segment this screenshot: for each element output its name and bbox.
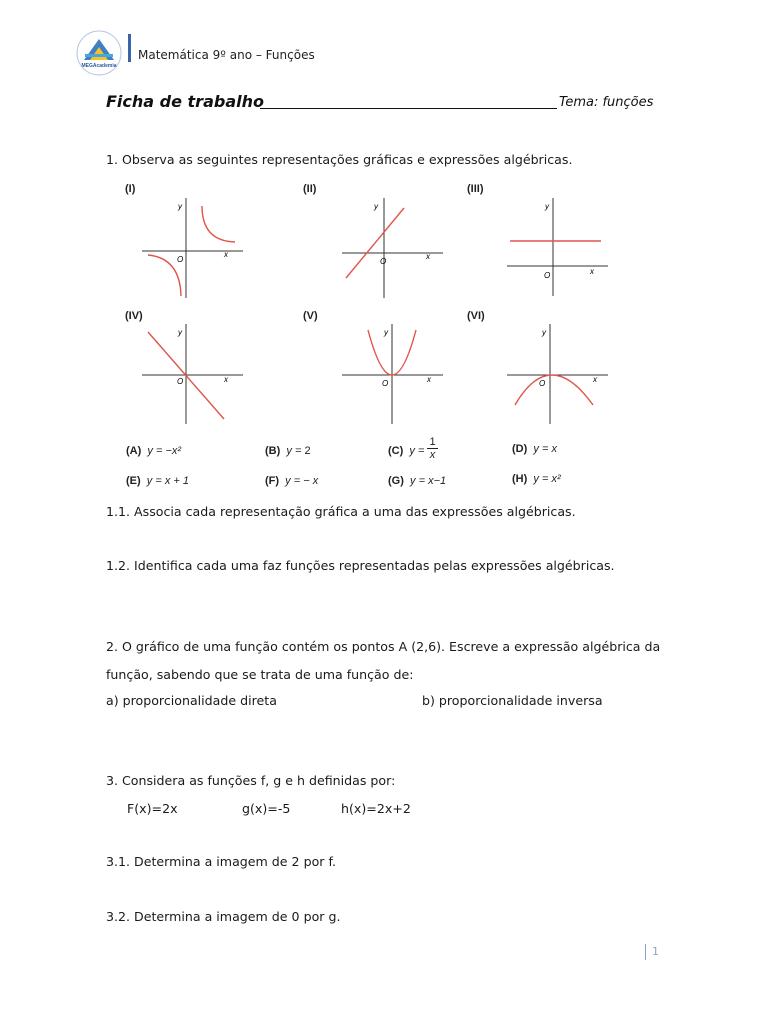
graph-1: [140, 196, 245, 300]
expr-f: (F) y = − x: [265, 475, 319, 487]
graph-3: [505, 196, 610, 300]
graph-label-4: (IV): [125, 310, 143, 322]
graph-label-5: (V): [303, 310, 318, 322]
q3-prompt: 3. Considera as funções f, g e h definidas por:: [106, 773, 396, 788]
graph-label-1: (I): [125, 183, 136, 195]
page-number-divider: [645, 944, 646, 960]
svg-text:O: O: [380, 257, 387, 266]
parabola-down: [515, 375, 593, 405]
q2-option-a: a) proporcionalidade direta: [106, 693, 277, 708]
graph-label-6: (VI): [467, 310, 485, 322]
header-subject: Matemática 9º ano – Funções: [138, 48, 315, 62]
q3-h: h(x)=2x+2: [341, 801, 411, 816]
graph-2: [340, 196, 445, 300]
graph-6: [505, 322, 610, 426]
q1-1: 1.1. Associa cada representação gráfica a uma das expressões algébricas.: [106, 504, 576, 519]
svg-text:y: y: [545, 202, 549, 211]
header-divider: [128, 34, 131, 62]
q2-line1: 2. O gráfico de uma função contém os pontos A (2,6). Escreve a expressão algébrica da: [106, 639, 661, 654]
svg-text:y: y: [374, 202, 378, 211]
svg-text:x: x: [593, 375, 597, 384]
page-number: 1: [652, 945, 659, 958]
q2-line2: função, sabendo que se trata de uma função de:: [106, 667, 414, 682]
svg-text:x: x: [426, 252, 430, 261]
svg-text:x: x: [590, 267, 594, 276]
worksheet-theme: Tema: funções: [559, 95, 654, 110]
expr-g: (G) y = x−1: [388, 475, 447, 487]
graph-4: [140, 322, 245, 426]
svg-text:x: x: [427, 375, 431, 384]
svg-text:O: O: [544, 271, 551, 280]
expr-h: (H) y = x²: [512, 473, 561, 485]
expr-d: (D) y = x: [512, 443, 557, 455]
svg-text:O: O: [177, 377, 184, 386]
q3-2: 3.2. Determina a imagem de 0 por g.: [106, 909, 341, 924]
svg-text:y: y: [178, 328, 182, 337]
megacademia-logo: [76, 30, 122, 76]
line-y-x-plus-1: [346, 208, 404, 278]
name-blank-line: [260, 108, 557, 109]
worksheet-title: Ficha de trabalho: [106, 92, 264, 111]
q2-option-b: b) proporcionalidade inversa: [422, 693, 603, 708]
svg-text:y: y: [384, 328, 388, 337]
expr-e: (E) y = x + 1: [126, 475, 189, 487]
svg-text:x: x: [224, 250, 228, 259]
expr-c: (C) y = $\frac{1}{x}$: [388, 436, 436, 461]
svg-text:O: O: [177, 255, 184, 264]
svg-text:O: O: [539, 379, 546, 388]
svg-text:y: y: [178, 202, 182, 211]
svg-text:O: O: [382, 379, 389, 388]
q3-f: F(x)=2x: [127, 801, 178, 816]
expr-b: (B) y = 2: [265, 445, 311, 457]
svg-text:x: x: [224, 375, 228, 384]
graph-5: [340, 322, 445, 426]
q3-1: 3.1. Determina a imagem de 2 por f.: [106, 854, 336, 869]
graph-label-3: (III): [467, 183, 484, 195]
expr-a: (A) y = −x²: [126, 445, 182, 457]
hyperbola-branch-right: [202, 206, 235, 242]
q1-prompt: 1. Observa as seguintes representações gráficas e expressões algébricas.: [106, 152, 573, 167]
logo-text: MEGAcademia: [81, 63, 117, 69]
q1-2: 1.2. Identifica cada uma faz funções representadas pelas expressões algébricas.: [106, 558, 615, 573]
q3-g: g(x)=-5: [242, 801, 291, 816]
svg-text:y: y: [542, 328, 546, 337]
graph-label-2: (II): [303, 183, 317, 195]
